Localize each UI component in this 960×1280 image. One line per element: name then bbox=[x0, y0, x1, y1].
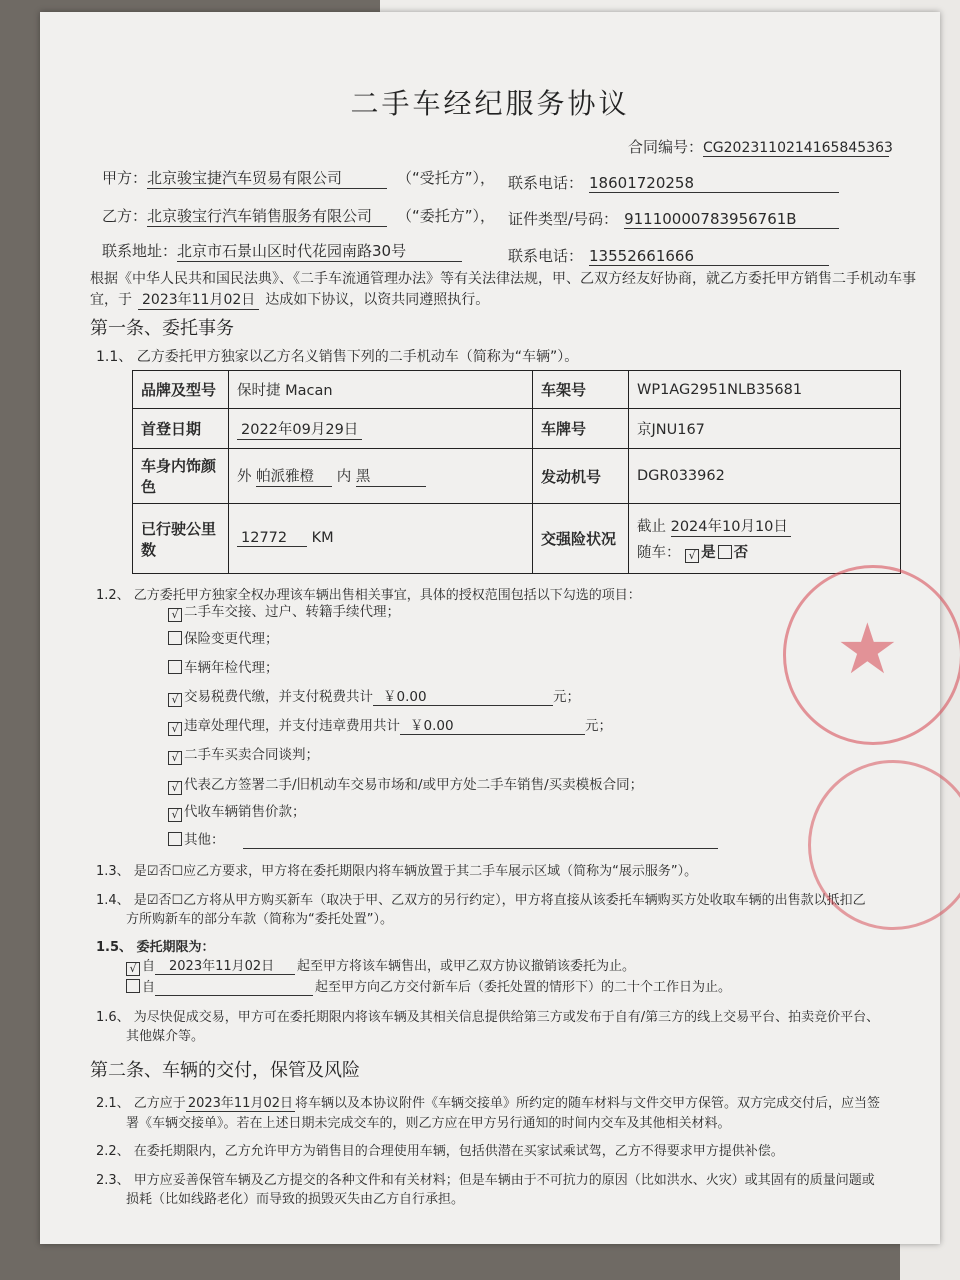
option-6-checkbox[interactable]: √ bbox=[168, 751, 182, 765]
reg-date-label: 首登日期 bbox=[133, 409, 229, 449]
option-5 bbox=[168, 714, 612, 736]
option-4-text: 交易税费代缴，并支付税费共计 bbox=[184, 689, 373, 705]
option-3-checkbox[interactable] bbox=[168, 660, 182, 674]
option-3 bbox=[168, 656, 279, 676]
color-label: 车身内饰颜色 bbox=[133, 449, 229, 504]
clause-1-4-line-1: 1.4、 是☑否☐乙方将从甲方购买新车（取决于甲、乙双方的另行约定），甲方将直接从该委托车辆购买方处收取车辆的出售款以抵扣乙 bbox=[96, 893, 866, 908]
option-7-checkbox[interactable]: √ bbox=[168, 781, 182, 795]
option-5-unit: 元； bbox=[585, 718, 612, 734]
option-9 bbox=[168, 828, 718, 849]
intro-text-a: 宜，于 bbox=[90, 292, 132, 308]
option-4-amount: ￥0.00 bbox=[373, 685, 553, 706]
option-8-text: 代收车辆销售价款； bbox=[184, 804, 306, 820]
insurance-label: 交强险状况 bbox=[533, 504, 629, 574]
party-a-phone-row bbox=[508, 172, 839, 193]
option-1-checkbox[interactable]: √ bbox=[168, 608, 182, 622]
address-phone: 13552661666 bbox=[589, 247, 829, 266]
party-a-role: （“受托方”）， bbox=[397, 169, 496, 187]
clause-1-6-line-2: 其他媒介等。 bbox=[126, 1029, 205, 1044]
party-b-label: 乙方： bbox=[102, 207, 148, 225]
intro-line-1: 根据《中华人民共和国民法典》、《二手车流通管理办法》等有关法律法规，甲、乙双方经友好协商，就乙方委托甲方销售二手机动车事 bbox=[90, 271, 916, 287]
clause-2-2: 2.2、 在委托期限内，乙方允许甲方为销售目的合理使用车辆，包括供潜在买家试乘试驾，乙方不得要求甲方提供补偿。 bbox=[96, 1144, 784, 1159]
insurance-until-label: 截止 bbox=[637, 518, 666, 535]
option-1-text: 二手车交接、过户、转籍手续代理； bbox=[184, 604, 400, 620]
section-2-title: 第二条、车辆的交付，保管及风险 bbox=[90, 1060, 360, 1081]
party-b-id-row bbox=[508, 208, 839, 229]
option-7 bbox=[168, 773, 643, 795]
clause-2-3-line-2: 损耗（比如线路老化）而导致的损毁灭失由乙方自行承担。 bbox=[126, 1192, 465, 1207]
option-5-amount: ￥0.00 bbox=[400, 714, 585, 735]
term-b-blank[interactable] bbox=[155, 980, 313, 996]
term-b-prefix: 自 bbox=[142, 980, 156, 995]
engine-value: DGR033962 bbox=[629, 449, 901, 504]
option-1 bbox=[168, 600, 400, 622]
seal-star-icon: ★ bbox=[836, 608, 899, 690]
interior-color: 黑 bbox=[356, 465, 426, 487]
term-b-text: 起至甲方向乙方交付新车后（委托处置的情形下）的二十个工作日为止。 bbox=[315, 980, 732, 995]
yes-label: 是 bbox=[701, 544, 716, 561]
term-a-text: 起至甲方将该车辆售出，或甲乙双方协议撤销该委托为止。 bbox=[297, 959, 636, 974]
address-label: 联系地址： bbox=[102, 242, 178, 260]
intro-text-b: 达成如下协议，以资共同遵照执行。 bbox=[265, 292, 490, 308]
option-4-unit: 元； bbox=[553, 689, 580, 705]
term-a-prefix: 自 bbox=[142, 959, 156, 974]
insurance-until-date: 2024年10月10日 bbox=[671, 515, 791, 537]
party-b-name: 北京骏宝行汽车销售服务有限公司 bbox=[147, 205, 387, 227]
term-b-checkbox[interactable] bbox=[126, 979, 140, 993]
option-4 bbox=[168, 685, 580, 707]
option-8 bbox=[168, 800, 306, 822]
option-2 bbox=[168, 627, 279, 647]
option-9-checkbox[interactable] bbox=[168, 832, 182, 846]
brand-value: 保时捷 Macan bbox=[229, 371, 533, 409]
reg-date-value: 2022年09月29日 bbox=[237, 418, 362, 440]
mileage-value: 12772 bbox=[237, 530, 307, 547]
clause-2-1-line-1 bbox=[96, 1092, 880, 1112]
insurance-cell bbox=[629, 504, 901, 574]
option-9-blank[interactable] bbox=[243, 832, 718, 849]
term-a-date: 2023年11月02日 bbox=[155, 955, 295, 975]
party-b-role: （“委托方”）， bbox=[397, 207, 496, 225]
mileage-label: 已行驶公里数 bbox=[133, 504, 229, 574]
clause-2-1-b: 将车辆以及本协议附件《车辆交接单》所约定的随车材料与文件交甲方保管。双方完成交付后，应当签 bbox=[294, 1096, 880, 1111]
clause-2-3-line-1: 2.3、 甲方应妥善保管车辆及乙方提交的各种文件和有关材料；但是车辆由于不可抗力的原因（比如洪水、火灾）或其固有的质量问题或 bbox=[96, 1173, 875, 1188]
vehicle-table bbox=[132, 370, 901, 574]
intro-date: 2023年11月02日 bbox=[138, 289, 259, 310]
option-6 bbox=[168, 743, 319, 765]
no-label: 否 bbox=[733, 544, 749, 561]
clause-2-1-date: 2023年11月02日 bbox=[186, 1092, 295, 1112]
no-checkbox[interactable] bbox=[718, 545, 732, 559]
company-seal bbox=[783, 565, 960, 745]
party-a-phone: 18601720258 bbox=[589, 174, 839, 193]
address-value: 北京市石景山区时代花园南路30号 bbox=[177, 240, 462, 262]
contract-number-value: CG20231102141658453​63 bbox=[703, 140, 893, 156]
party-a-phone-label: 联系电话： bbox=[508, 174, 584, 192]
party-a-label: 甲方： bbox=[102, 169, 148, 187]
clause-1-1: 1.1、 乙方委托甲方独家以乙方名义销售下列的二手机动车（简称为“车辆”）。 bbox=[96, 349, 579, 365]
engine-label: 发动机号 bbox=[533, 449, 629, 504]
clause-1-3: 1.3、 是☑否☐应乙方要求，甲方将在委托期限内将车辆放置于其二手车展示区域（简称为“展示服务”）。 bbox=[96, 864, 698, 879]
contract-number bbox=[628, 136, 893, 157]
mileage-unit: KM bbox=[311, 530, 334, 546]
option-6-text: 二手车买卖合同谈判； bbox=[184, 747, 319, 763]
clause-1-5: 1.5、 委托期限为： bbox=[96, 940, 215, 955]
vin-value: WP1AG2951NLB35681 bbox=[629, 371, 901, 409]
intro-line-2 bbox=[90, 289, 489, 310]
address-row bbox=[102, 240, 462, 262]
reg-date-cell bbox=[229, 409, 533, 449]
vin-label: 车架号 bbox=[533, 371, 629, 409]
exterior-prefix: 外 bbox=[237, 469, 252, 485]
document-title: 二手车经纪服务协议 bbox=[350, 87, 630, 120]
clause-2-1-line-2: 署《车辆交接单》。若在上述日期未完成交车的，则乙方应在甲方另行通知的时间内交车及其他相关材料。 bbox=[126, 1116, 731, 1131]
party-b-row bbox=[102, 205, 495, 227]
term-option-b bbox=[126, 976, 731, 996]
clause-1-2: 1.2、 乙方委托甲方独家全权办理该车辆出售相关事宜，具体的授权范围包括以下勾选的项目： bbox=[96, 588, 641, 603]
color-cell bbox=[229, 449, 533, 504]
party-a-row bbox=[102, 167, 495, 189]
with-car-label: 随车： bbox=[637, 544, 681, 561]
option-2-checkbox[interactable] bbox=[168, 631, 182, 645]
option-2-text: 保险变更代理； bbox=[184, 631, 279, 647]
clause-1-6-line-1: 1.6、 为尽快促成交易，甲方可在委托期限内将该车辆及其相关信息提供给第三方或发布于自有/第三方的线上交易平台、拍卖竞价平台、 bbox=[96, 1010, 880, 1025]
option-7-text: 代表乙方签署二手/旧机动车交易市场和/或甲方处二手车销售/买卖模板合同； bbox=[184, 777, 644, 793]
address-phone-label: 联系电话： bbox=[508, 247, 584, 265]
contract-number-label: 合同编号： bbox=[628, 138, 704, 156]
section-1-title: 第一条、委托事务 bbox=[90, 318, 234, 339]
exterior-color: 帕派雅橙 bbox=[256, 465, 332, 487]
option-3-text: 车辆年检代理； bbox=[184, 660, 279, 676]
plate-label: 车牌号 bbox=[533, 409, 629, 449]
option-5-checkbox[interactable]: √ bbox=[168, 722, 182, 736]
clause-1-4-line-2: 方所购新车的部分车款（简称为“委托处置”）。 bbox=[126, 912, 393, 927]
option-9-text: 其他： bbox=[184, 832, 225, 848]
option-5-text: 违章处理代理，并支付违章费用共计 bbox=[184, 718, 400, 734]
brand-label: 品牌及型号 bbox=[133, 371, 229, 409]
party-a-name: 北京骏宝捷汽车贸易有限公司 bbox=[147, 167, 387, 189]
party-b-id-label: 证件类型/号码： bbox=[508, 210, 619, 228]
option-8-checkbox[interactable]: √ bbox=[168, 808, 182, 822]
address-phone-row bbox=[508, 245, 829, 266]
mileage-cell bbox=[229, 504, 533, 574]
option-4-checkbox[interactable]: √ bbox=[168, 693, 182, 707]
interior-prefix: 内 bbox=[336, 469, 352, 485]
plate-value: 京JNU167 bbox=[629, 409, 901, 449]
clause-2-1-a: 2.1、 乙方应于 bbox=[96, 1096, 186, 1111]
term-option-a bbox=[126, 955, 635, 976]
party-b-id: 91110000783956761B bbox=[624, 210, 839, 229]
yes-checkbox[interactable]: √ bbox=[685, 549, 699, 563]
term-a-checkbox[interactable]: √ bbox=[126, 962, 140, 976]
